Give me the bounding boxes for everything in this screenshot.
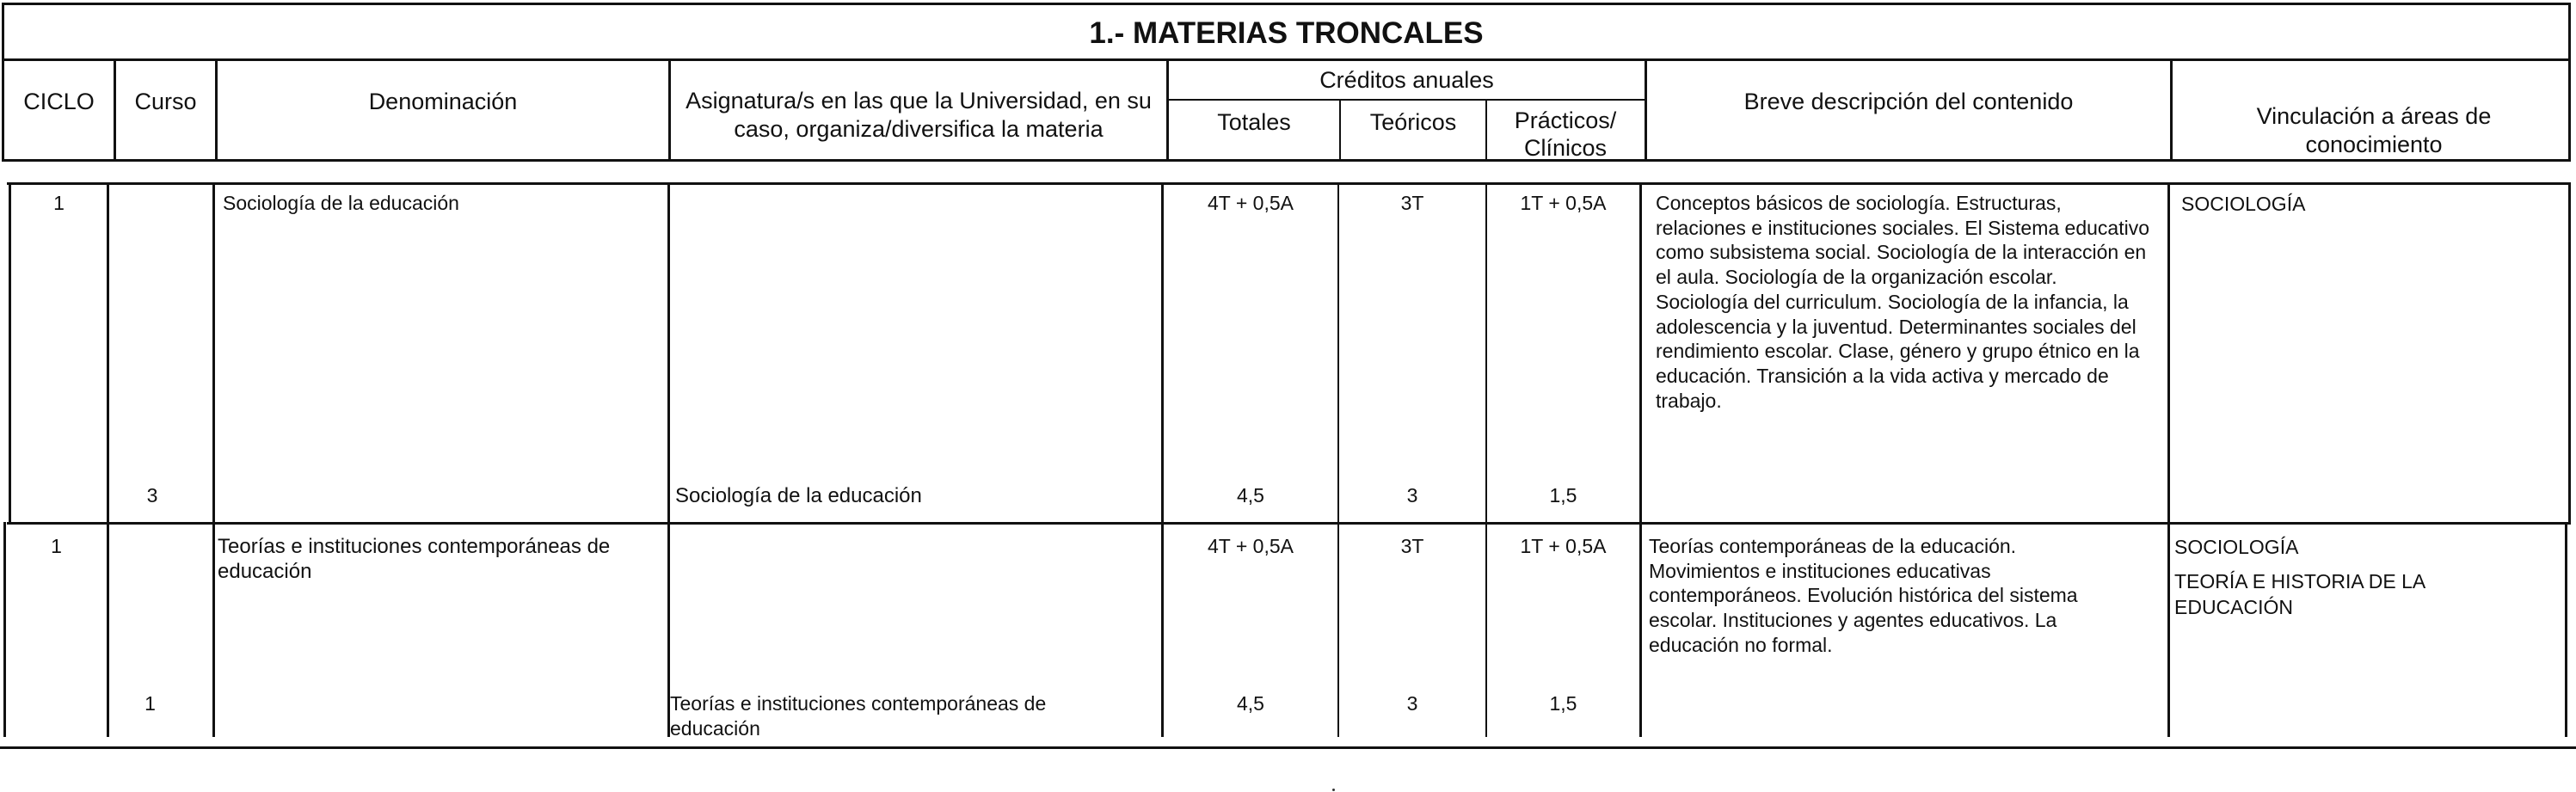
row-creditos-totales: 4T + 0,5A [1208,535,1294,557]
row-asig-totales: 4,5 [1237,484,1264,507]
header-denominacion: Denominación [368,88,518,114]
row-area: SOCIOLOGÍA [2174,536,2299,558]
row-asig-practicos: 1,5 [1549,692,1577,715]
row-curso: 3 [146,484,158,507]
row-creditos-totales: 4T + 0,5A [1208,192,1294,214]
row-asig-totales: 4,5 [1237,692,1264,715]
row-asig-teoricos: 3 [1406,692,1418,715]
header-teoricos: Teóricos [1369,108,1457,135]
row-ciclo: 1 [53,192,65,214]
row-ciclo: 1 [51,535,62,557]
header-ciclo: CICLO [23,88,95,114]
header-totales: Totales [1217,108,1291,135]
table-title: 1.- MATERIAS TRONCALES [1089,16,1484,50]
row-area: SOCIOLOGÍA [2181,193,2306,215]
row-descripcion: Teorías contemporáneas de la educación. Movimientos e instituciones educativas contemporáneos. Evolución histórica del sistema escolar. Instituciones y agentes educativos. La educación no formal. [1649,535,2078,656]
row-creditos-practicos: 1T + 0,5A [1520,192,1607,214]
header-descripcion: Breve descripción del contenido [1743,88,2074,114]
row-descripcion: Conceptos básicos de sociología. Estructuras, relaciones e instituciones sociales. El Sistema educativo como subsistema social. Sociología de la interacción en el aula. Sociología de la organización escolar. Sociología del curriculum. Sociología de la infancia, la adolescencia y la juventud. Determinantes sociales del rendimiento escolar. Clase, género y grupo étnico en la educación. Transición a la vida activa y mercado de trabajo. [1656,192,2150,412]
row-denominacion: Sociología de la educación [223,192,459,214]
row-asignatura: Sociología de la educación [675,484,922,507]
header-creditos-anuales: Créditos anuales [1319,66,1494,93]
header-practicos: Prácticos/ Clínicos [1514,107,1617,159]
scan-speck [1332,789,1335,791]
header-vinculacion: Vinculación a áreas de conocimiento [2256,103,2492,157]
row-asig-teoricos: 3 [1406,484,1418,507]
row-creditos-teoricos: 3T [1400,535,1424,557]
row-asig-practicos: 1,5 [1549,484,1577,507]
header-curso: Curso [134,88,197,114]
row-creditos-practicos: 1T + 0,5A [1520,535,1607,557]
header-asignatura: Asignatura/s en las que la Universidad, en su caso, organiza/diversifica la materia [685,88,1152,142]
row-asignatura: Teorías e instituciones contemporáneas de educación [670,692,1047,740]
row-denominacion: Teorías e instituciones contemporáneas de educación [218,535,611,583]
row-creditos-teoricos: 3T [1400,192,1424,214]
row-area: TEORÍA E HISTORIA DE LA EDUCACIÓN [2174,570,2425,618]
row-curso: 1 [144,692,156,715]
